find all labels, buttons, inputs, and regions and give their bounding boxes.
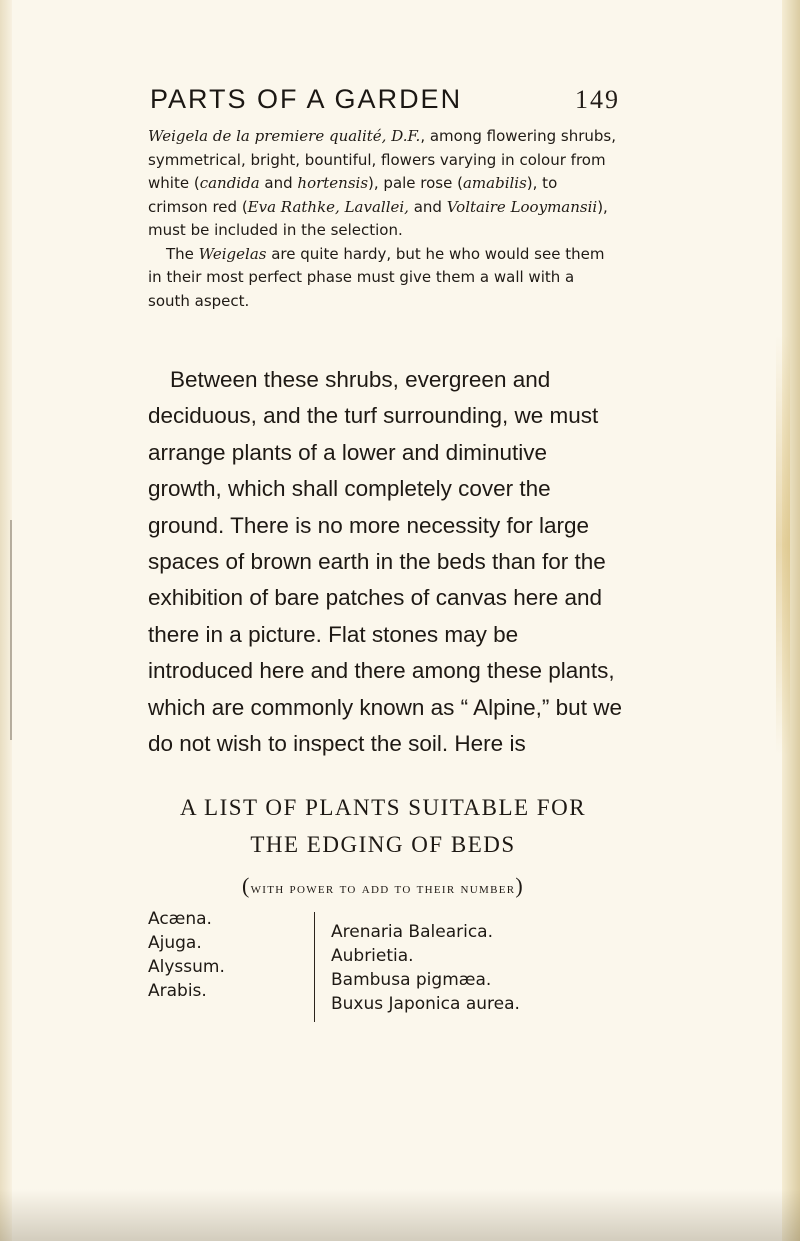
open-paren: (: [241, 873, 251, 898]
italic-text: Weigelas: [198, 244, 267, 263]
text-run: and: [408, 197, 447, 216]
text-run: The: [166, 244, 199, 263]
italic-text: hortensis: [297, 174, 369, 192]
list-item: Ajuga.: [148, 933, 202, 953]
close-paren: ): [515, 873, 525, 898]
plant-list-left-column: [148, 907, 298, 1003]
main-text-block: [148, 362, 626, 762]
list-item: Acæna.: [148, 909, 212, 929]
list-item: Bambusa pigmæa.: [331, 970, 492, 990]
text-run: ), pale rose (: [368, 174, 463, 192]
plant-list-right-column: [331, 920, 591, 1016]
italic-text: candida: [199, 174, 260, 192]
main-paragraph: Between these shrubs, evergreen and deciduous, and the turf surrounding, we must arrange plants of a lower and diminutive growth, which shall completely cover the ground. There is no more necessity for large spaces of brown earth in the beds than for the exhibition of bare patches of canvas here and there in a picture. Flat stones may be introduced here and there among these plants, which are commonly known as “ Alpine,” but we do not wish to inspect the soil. Here is: [148, 367, 622, 757]
running-header: [150, 84, 620, 115]
text-run: ), to crimson red (: [148, 174, 558, 216]
list-subtitle-text: with power to add to their number: [250, 881, 516, 897]
weigela-paragraph: [148, 125, 618, 243]
header-title: PARTS OF A GARDEN: [150, 84, 463, 114]
italic-text: Voltaire Looymansii: [446, 197, 598, 216]
text-run: and: [259, 174, 298, 192]
page-bottom-shadow: [0, 1189, 800, 1241]
list-heading-line-1: A LIST OF PLANTS SUITABLE FOR: [179, 795, 587, 820]
list-item: Arenaria Balearica.: [331, 922, 493, 942]
column-divider: [314, 912, 315, 1022]
list-item: Alyssum.: [148, 957, 225, 977]
text-run: are quite hardy, but he who would see them in their most perfect phase must give them a wall with a south aspect.: [148, 244, 605, 310]
weigelas-hardy-paragraph: [148, 243, 618, 314]
page-crease: [10, 520, 12, 740]
text-run: ), must be included in the selection.: [148, 197, 608, 239]
italic-text: Weigela de la premiere qualité, D.F.: [148, 127, 421, 145]
small-text-block: [148, 125, 618, 313]
list-heading: [148, 789, 618, 863]
italic-text: Eva Rathke, Lavallei,: [247, 197, 409, 216]
list-item: Arabis.: [148, 981, 207, 1001]
page-number: 149: [575, 85, 620, 114]
italic-text: amabilis: [462, 174, 527, 192]
page-stain: [776, 335, 790, 755]
list-item: Aubrietia.: [331, 946, 414, 966]
text-run: , among flowering shrubs, symmetrical, bright, bountiful, flowers varying in colour from white (: [148, 127, 616, 192]
list-heading-line-2: THE EDGING OF BEDS: [250, 832, 516, 857]
list-item: Buxus Japonica aurea.: [331, 994, 520, 1014]
list-subtitle: [148, 873, 618, 899]
